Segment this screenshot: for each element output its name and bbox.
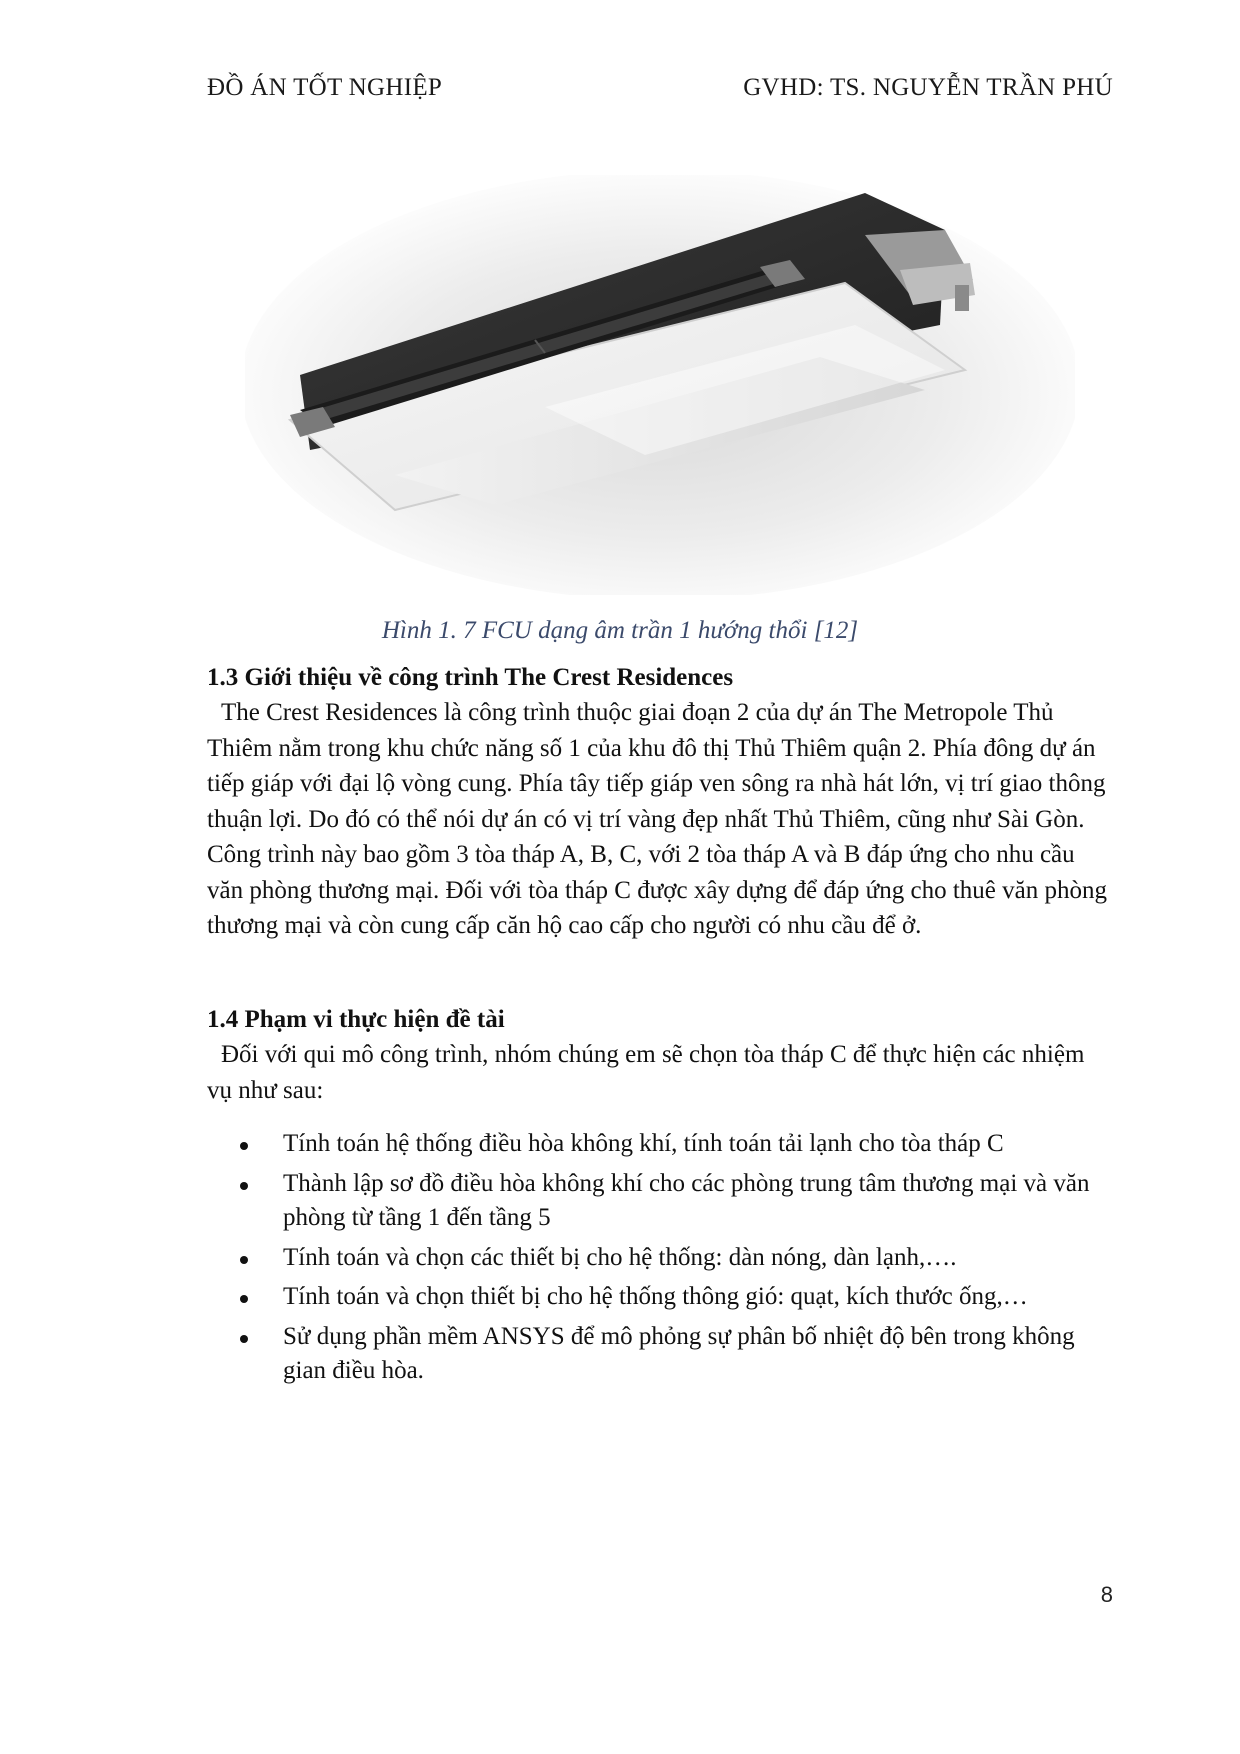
header-title: ĐỒ ÁN TỐT NGHIỆP: [207, 74, 443, 101]
section-paragraph: The Crest Residences là công trình thuộc giai đoạn 2 của dự án The Metropole Thủ Thiêm nằm trong khu chức năng số 1 của khu đô thị Thủ Thiêm quận 2. Phía đông dự án tiếp giáp với đại lộ vòng cung. Phía tây tiếp giáp ven sông ra nhà hát lớn, vị trí giao thông thuận lợi. Do đó có thể nói dự án có vị trí vàng đẹp nhất Thủ Thiêm, cũng như Sài Gòn. Công trình này bao gồm 3 tòa tháp A, B, C, với 2 tòa tháp A và B đáp ứng cho nhu cầu văn phòng thương mại. Đối với tòa tháp C được xây dựng để đáp ứng cho thuê văn phòng thương mại và còn cung cấp căn hộ cao cấp cho người có nhu cầu để ở.: [207, 699, 1107, 939]
list-item-text: Tính toán và chọn thiết bị cho hệ thống thông gió: quạt, kích thước ống,…: [283, 1283, 1028, 1310]
section-1-4: [207, 1003, 1112, 1108]
page-number: 8: [1100, 1582, 1113, 1607]
list-item: [207, 1167, 1112, 1236]
bullet-icon: [240, 1142, 248, 1150]
list-item-text: Thành lập sơ đồ điều hòa không khí cho các phòng trung tâm thương mại và văn phòng từ tầng 1 đến tầng 5: [283, 1169, 1090, 1231]
section-heading: 1.3 Giới thiệu về công trình The Crest Residences: [207, 664, 734, 691]
bullet-icon: [240, 1256, 248, 1264]
list-item-text: Tính toán hệ thống điều hòa không khí, tính toán tải lạnh cho tòa tháp C: [283, 1130, 1004, 1157]
bullet-icon: [240, 1295, 248, 1303]
header-advisor: GVHD: TS. NGUYỄN TRẦN PHÚ: [743, 74, 1113, 101]
list-item-text: Sử dụng phần mềm ANSYS để mô phỏng sự phân bố nhiệt độ bên trong không gian điều hòa.: [283, 1322, 1075, 1384]
list-item-text: Tính toán và chọn các thiết bị cho hệ thống: dàn nóng, dàn lạnh,….: [283, 1243, 957, 1271]
fcu-ceiling-cassette-image: [245, 175, 1075, 595]
bullet-icon: [240, 1335, 248, 1343]
task-list: [207, 1127, 1112, 1394]
section-paragraph: Đối với qui mô công trình, nhóm chúng em sẽ chọn tòa tháp C để thực hiện các nhiệm vụ như sau:: [207, 1041, 1085, 1104]
bullet-icon: [240, 1182, 248, 1190]
section-heading: 1.4 Phạm vi thực hiện đề tài: [207, 1006, 505, 1033]
list-item: [207, 1280, 1112, 1315]
list-item: [207, 1320, 1112, 1389]
figure-caption: Hình 1. 7 FCU dạng âm trần 1 hướng thổi [12]: [381, 617, 859, 644]
list-item: [207, 1241, 1112, 1276]
section-1-3: [207, 661, 1112, 944]
list-item: [207, 1127, 1112, 1162]
